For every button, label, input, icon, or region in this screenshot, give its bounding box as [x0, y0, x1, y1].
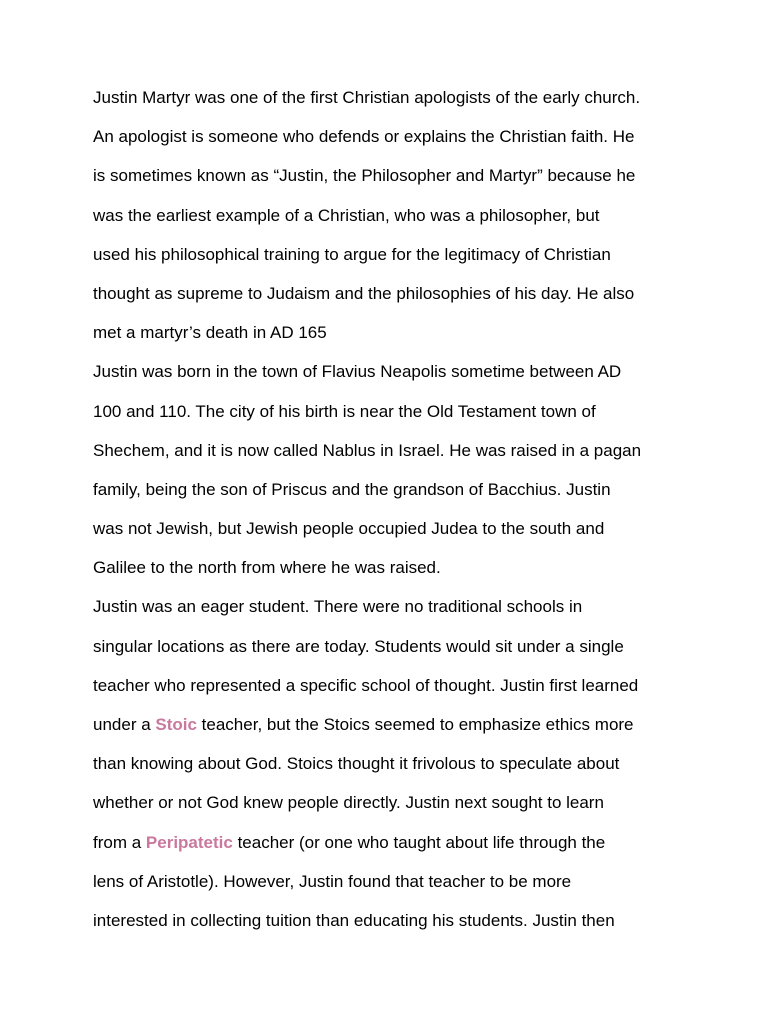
text-segment: under a: [93, 715, 156, 734]
text-segment: teacher, but the Stoics seemed to emphasize ethics more: [196, 715, 634, 734]
text-line: interested in collecting tuition than educating his students. Justin then: [93, 910, 615, 930]
text-line: is sometimes known as “Justin, the Philosopher and Martyr” because he: [93, 166, 636, 186]
text-line: teacher who represented a specific school of thought. Justin first learned: [93, 675, 639, 695]
text-line: lens of Aristotle). However, Justin found that teacher to be more: [93, 871, 572, 891]
text-line: was the earliest example of a Christian, who was a philosopher, but: [93, 205, 600, 225]
text-line: than knowing about God. Stoics thought it frivolous to speculate about: [93, 754, 620, 774]
text-line: 100 and 110. The city of his birth is near the Old Testament town of: [93, 401, 596, 421]
document-body: [93, 78, 693, 940]
stoic-link[interactable]: Stoic: [155, 715, 197, 734]
text-segment: teacher (or one who taught about life through the: [232, 832, 606, 852]
text-line: Shechem, and it is now called Nablus in Israel. He was raised in a pagan: [93, 440, 642, 460]
text-line: whether or not God knew people directly. Justin next sought to learn: [93, 793, 604, 813]
text-line: Justin was born in the town of Flavius Neapolis sometime between AD: [93, 362, 622, 382]
text-line: used his philosophical training to argue for the legitimacy of Christian: [93, 244, 611, 264]
text-line: was not Jewish, but Jewish people occupied Judea to the south and: [93, 519, 605, 539]
text-line: Galilee to the north from where he was raised.: [93, 558, 441, 578]
text-line: Justin Martyr was one of the first Christian apologists of the early church.: [93, 88, 641, 107]
text-line: thought as supreme to Judaism and the philosophies of his day. He also: [93, 283, 635, 303]
text-line: singular locations as there are today. Students would sit under a single: [93, 636, 624, 656]
text-segment: from a: [93, 832, 146, 852]
peripatetic-link[interactable]: Peripatetic: [145, 832, 233, 852]
text-line-stoic: [93, 705, 693, 744]
text-line: met a martyr’s death in AD 165: [93, 323, 327, 343]
text-line: family, being the son of Priscus and the grandson of Bacchius. Justin: [93, 479, 611, 499]
text-line: An apologist is someone who defends or explains the Christian faith. He: [93, 127, 635, 147]
text-line: Justin was an eager student. There were no traditional schools in: [93, 597, 583, 617]
text-line-peripatetic: [93, 823, 693, 862]
